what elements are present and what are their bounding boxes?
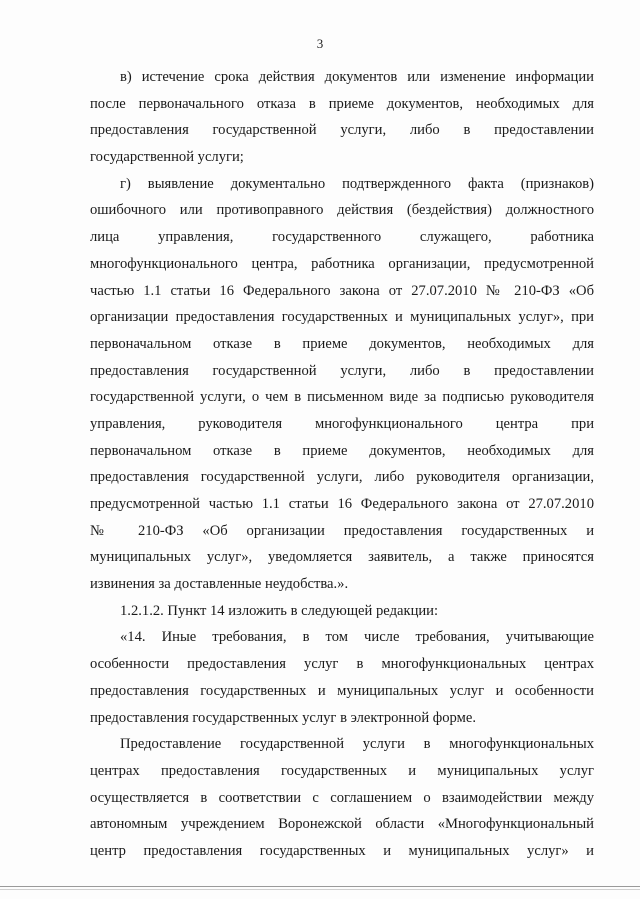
text-line: предоставления государственной услуги, либо в предоставлении [90, 362, 594, 379]
text-line: в) истечение срока действия документов или изменение информации [120, 69, 594, 85]
text-line: частью 1.1 статьи 16 Федерального закона от 27.07.2010 № 210-ФЗ «Об [90, 282, 594, 299]
text-line: особенности предоставления услуг в многофункциональных центрах [90, 656, 594, 673]
text-line: государственной услуги; [90, 149, 244, 166]
text-line: предоставления государственной услуги, либо в предоставлении [90, 122, 594, 139]
text-line: автономным учреждением Воронежской области «Многофункциональный [90, 816, 594, 833]
text-line: извинения за доставленные неудобства.». [90, 576, 349, 593]
scan-edge-line-secondary [0, 889, 640, 890]
text-line: центр предоставления государственных и муниципальных услуг» и [90, 842, 594, 859]
text-line: государственной услуги, о чем в письменном виде за подписью руководителя [90, 389, 594, 406]
page-number: 3 [316, 36, 324, 51]
text-line: № 210-ФЗ «Об организации предоставления государственных и [90, 522, 594, 539]
text-line: предоставления государственных и муниципальных услуг и особенности [90, 682, 594, 699]
text-line: первоначальном отказе в приеме документов, необходимых для [90, 442, 594, 459]
scan-edge-line [0, 886, 640, 887]
text-line: 1.2.1.2. Пункт 14 изложить в следующей редакции: [120, 602, 439, 619]
text-line: центрах предоставления государственных и муниципальных услуг [90, 762, 594, 779]
text-line: первоначальном отказе в приеме документов, необходимых для [90, 335, 594, 352]
text-line: лица управления, государственного служащего, работника [90, 229, 594, 246]
text-line: муниципальных услуг», уведомляется заявитель, а также приносятся [90, 549, 594, 566]
text-line: предоставления государственных услуг в электронной форме. [90, 709, 476, 726]
document-body [90, 64, 594, 865]
text-line: «14. Иные требования, в том числе требования, учитывающие [120, 629, 594, 646]
text-line: предоставления государственной услуги, либо руководителя организации, [90, 469, 594, 486]
text-line: ошибочного или противоправного действия (бездействия) должностного [90, 202, 594, 219]
text-line: предусмотренной частью 1.1 статьи 16 Федерального закона от 27.07.2010 [90, 496, 594, 512]
text-line: осуществляется в соответствии с соглашением о взаимодействии между [90, 789, 594, 806]
text-line: Предоставление государственной услуги в многофункциональных [120, 736, 594, 753]
text-line: управления, руководителя многофункционального центра при [90, 415, 594, 432]
text-line: организации предоставления государственных и муниципальных услуг», при [90, 309, 594, 326]
text-line: г) выявление документально подтвержденного факта (признаков) [120, 175, 594, 192]
text-line: после первоначального отказа в приеме документов, необходимых для [90, 95, 594, 112]
text-line: многофункционального центра, работника организации, предусмотренной [90, 255, 594, 272]
